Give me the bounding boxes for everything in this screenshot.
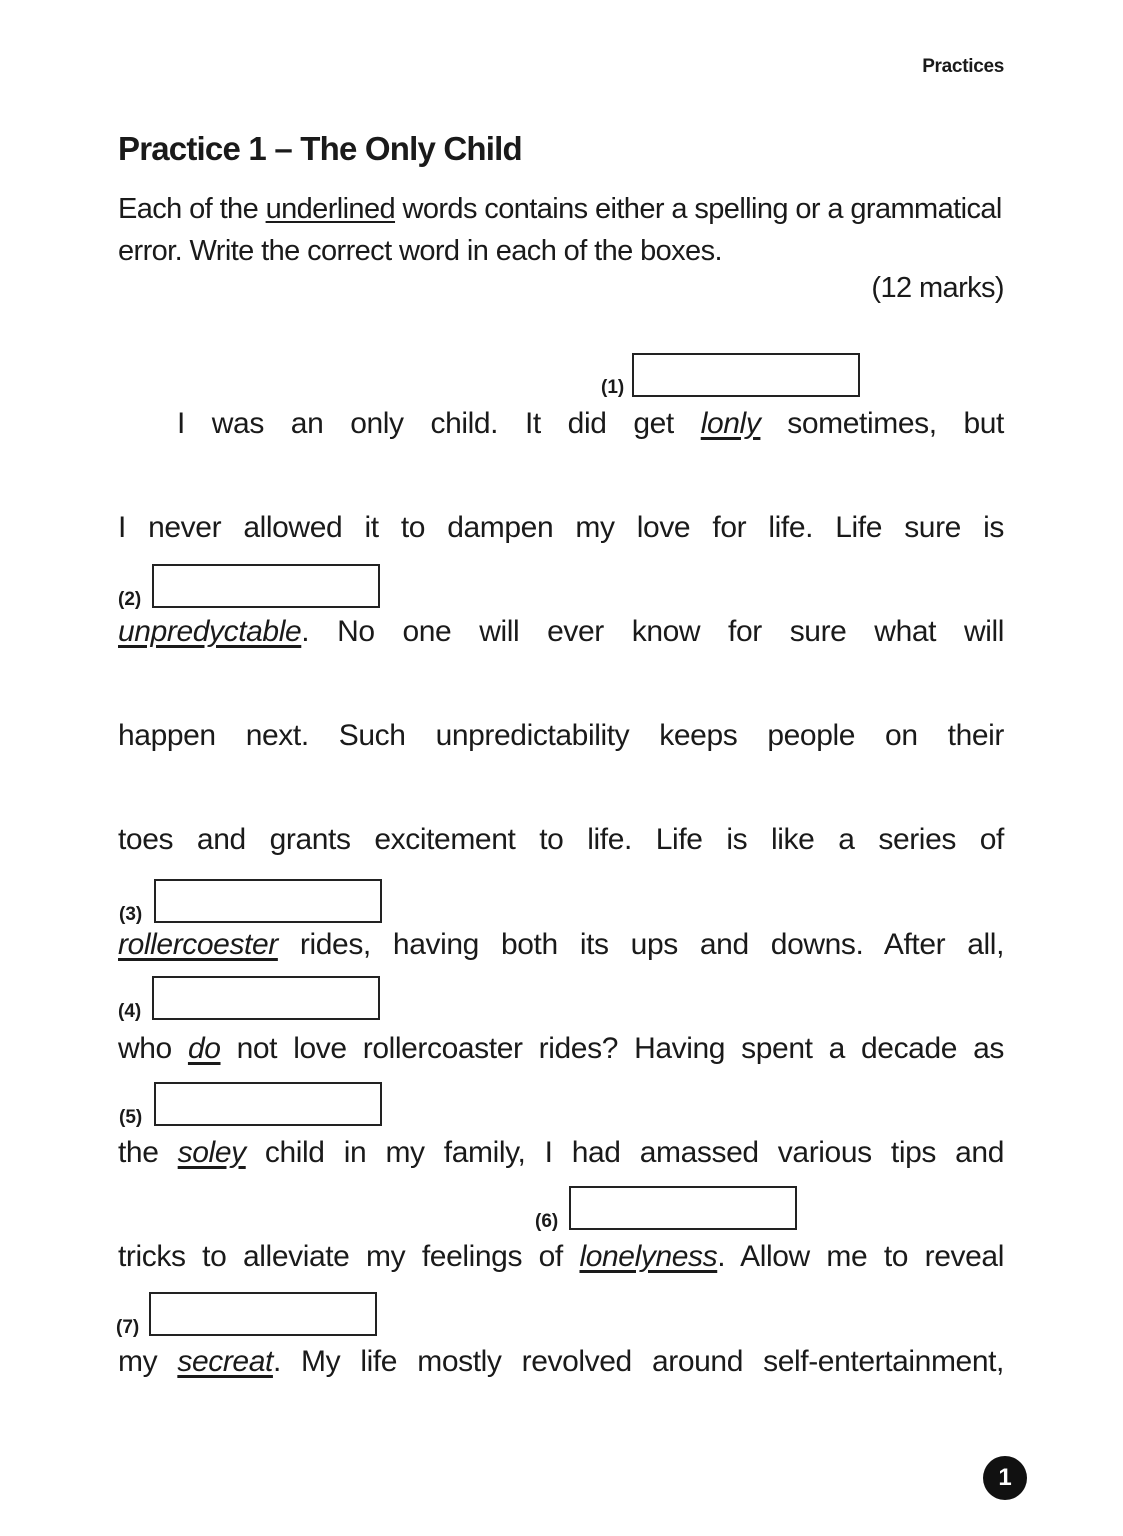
passage-line [177, 406, 1004, 442]
error-word: lonly [700, 407, 761, 440]
question-label: (4) [118, 1001, 142, 1022]
passage-text: my [118, 1345, 178, 1378]
passage-text: . No one will ever know for sure what will [301, 615, 1004, 648]
error-word: secreat [177, 1345, 273, 1378]
answer-box-4[interactable] [152, 976, 380, 1020]
instructions-underlined: underlined [265, 193, 396, 225]
question-label: (7) [116, 1317, 140, 1338]
answer-box-5[interactable] [154, 1082, 382, 1126]
marks-label: (12 marks) [871, 272, 1004, 304]
page-number-badge: 1 [983, 1456, 1027, 1500]
passage-line [118, 1135, 1004, 1171]
question-label: (1) [601, 377, 625, 398]
answer-box-6[interactable] [569, 1186, 797, 1230]
passage-text: I was an only child. It did get [177, 407, 701, 440]
passage-text: happen next. Such unpredictability keeps people on their [118, 719, 1004, 752]
error-word: do [187, 1032, 221, 1065]
instructions [118, 188, 1004, 272]
page-title: Practice 1 – The Only Child [118, 130, 522, 167]
passage-text: . My life mostly revolved around self-entertainment, [272, 1345, 1004, 1378]
passage-text: child in my family, I had amassed various tips and [245, 1136, 1004, 1169]
instructions-text: Each of the [118, 193, 266, 225]
question-label: (2) [118, 589, 142, 610]
passage-line [118, 718, 1004, 754]
question-label: (6) [535, 1211, 559, 1232]
passage-text: the [118, 1136, 178, 1169]
answer-box-7[interactable] [149, 1292, 377, 1336]
passage-line [118, 1031, 1004, 1067]
answer-box-1[interactable] [632, 353, 860, 397]
passage-line [118, 1239, 1004, 1275]
instructions-text: words contains either a spelling or a grammatical error. Write the correct word in each of the boxes. [118, 193, 1002, 267]
error-word: soley [177, 1136, 246, 1169]
error-word: rollercoester [118, 928, 278, 961]
passage-text: sometimes, but [760, 407, 1004, 440]
question-label: (5) [119, 1107, 143, 1128]
passage-text: who [118, 1032, 188, 1065]
passage-line [118, 927, 1004, 963]
passage-line [118, 1344, 1004, 1380]
passage-text: . Allow me to reveal [717, 1240, 1004, 1273]
error-word: unpredyctable [118, 615, 302, 648]
passage-text: I never allowed it to dampen my love for life. Life sure is [118, 511, 1004, 544]
passage-text: not love rollercoaster rides? Having spent a decade as [220, 1032, 1004, 1065]
question-label: (3) [119, 904, 143, 925]
answer-box-2[interactable] [152, 564, 380, 608]
passage-text: toes and grants excitement to life. Life is like a series of [118, 823, 1004, 856]
passage-text: rides, having both its ups and downs. After all, [277, 928, 1004, 961]
answer-box-3[interactable] [154, 879, 382, 923]
passage-line [118, 510, 1004, 546]
section-header: Practices [922, 56, 1004, 77]
passage-line [118, 614, 1004, 650]
error-word: lonelyness [579, 1240, 718, 1273]
passage-text: tricks to alleviate my feelings of [118, 1240, 580, 1273]
passage-line [118, 822, 1004, 858]
